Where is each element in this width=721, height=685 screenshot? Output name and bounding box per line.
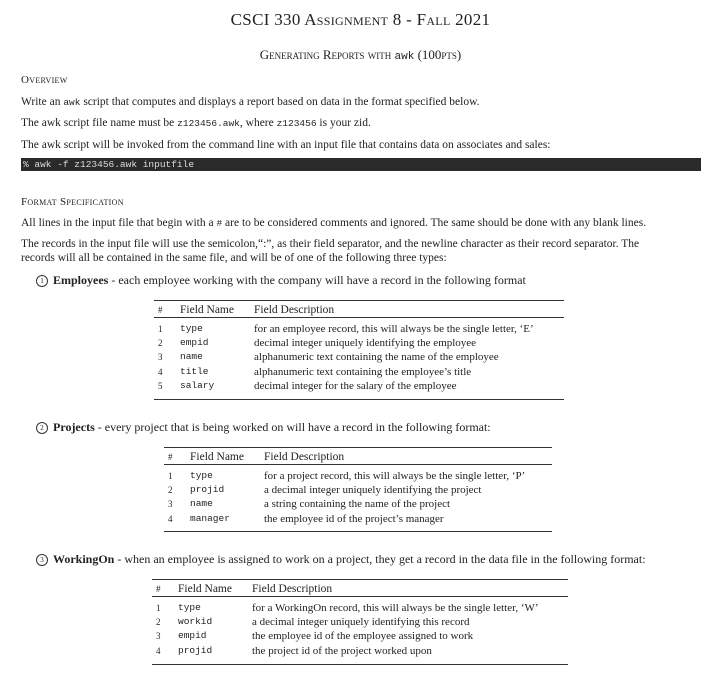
field-description: decimal integer uniquely identifying the employee xyxy=(254,337,477,350)
table-row xyxy=(164,465,552,484)
field-number: 3 xyxy=(168,499,173,510)
field-name: projid xyxy=(190,484,225,496)
section-workingon-heading: 3 WorkingOn - when an employee is assigned to work on a project, they get a record in the data file in the following format: xyxy=(36,552,646,567)
bullet-number-icon: 2 xyxy=(36,422,48,434)
subtitle-text: Generating Reports with xyxy=(259,47,395,62)
projects-field-table xyxy=(164,450,552,526)
table-row xyxy=(152,615,568,629)
table-row xyxy=(164,497,552,511)
section-employees-heading: 1 Employees - each employee working with the company will have a record in the following format xyxy=(36,273,526,288)
table-row xyxy=(164,483,552,497)
field-name: name xyxy=(190,498,213,510)
field-name: empid xyxy=(180,337,209,349)
overview-line-1: Write an awk script that computes and displays a report based on data in the format specified below. xyxy=(21,96,480,108)
field-name: salary xyxy=(180,379,215,391)
page-title: CSCI 330 Assignment 8 - Fall 2021 xyxy=(230,10,491,29)
table-top-rule xyxy=(152,579,568,580)
field-name: type xyxy=(190,470,213,481)
field-number: 2 xyxy=(158,338,163,349)
command-line-block: % awk -f z123456.awk inputfile xyxy=(21,158,701,171)
field-number: 4 xyxy=(156,645,161,656)
field-description: the project id of the project worked upon xyxy=(252,644,432,657)
field-name: projid xyxy=(178,644,213,656)
format-paragraph-2-line-2: records will all be contained in the same file, and will be of one of the following three types: xyxy=(21,252,447,264)
table-row xyxy=(154,350,564,364)
field-name: type xyxy=(180,323,203,334)
format-paragraph-1: All lines in the input file that begin with a # are to be considered comments and ignored. The same should be done with any blank lines. xyxy=(21,217,647,229)
field-name: title xyxy=(180,365,209,377)
field-description: alphanumeric text containing the name of the employee xyxy=(254,351,499,364)
field-name: type xyxy=(178,602,201,613)
table-row xyxy=(152,629,568,643)
section-projects-heading: 2 Projects - every project that is being worked on will have a record in the following format: xyxy=(36,420,491,435)
format-heading: Format Specification xyxy=(21,196,124,208)
table-row xyxy=(154,379,564,393)
overview-line-2: The awk script file name must be z123456.awk, where z123456 is your zid. xyxy=(21,117,371,129)
field-name: empid xyxy=(178,630,207,642)
format-paragraph-2-line-1: The records in the input file will use the semicolon,“:”, as their field separator, and the newline character as their record separator. The xyxy=(21,238,640,250)
table-row xyxy=(152,597,568,616)
field-number: 1 xyxy=(156,603,161,613)
field-description: a string containing the name of the project xyxy=(264,498,451,511)
field-name: name xyxy=(180,351,203,363)
bullet-number-icon: 1 xyxy=(36,275,48,287)
field-description: a decimal integer uniquely identifying this record xyxy=(252,616,470,629)
table-top-rule xyxy=(164,447,552,448)
field-description: decimal integer for the salary of the employee xyxy=(254,379,457,392)
workingon-field-table xyxy=(152,582,568,658)
bullet-number-icon: 3 xyxy=(36,554,48,566)
table-bottom-rule xyxy=(152,664,568,665)
field-description: for a project record, this will always be the single letter, ‘P’ xyxy=(264,470,526,482)
overview-heading: Overview xyxy=(21,74,68,86)
field-description: for a WorkingOn record, this will always be the single letter, ‘W’ xyxy=(252,602,539,614)
field-number: 3 xyxy=(158,352,163,363)
table-row xyxy=(164,512,552,526)
field-description: alphanumeric text containing the employee’s title xyxy=(254,365,472,378)
overview-line-3: The awk script will be invoked from the command line with an input file that contains data on associates and sales: xyxy=(21,139,551,151)
field-number: 4 xyxy=(158,366,163,377)
table-bottom-rule xyxy=(164,531,552,532)
field-description: the employee id of the employee assigned to work xyxy=(252,630,474,643)
field-number: 1 xyxy=(158,324,163,334)
table-row xyxy=(154,336,564,350)
table-row xyxy=(154,365,564,379)
table-header-row: # Field Name Field Description xyxy=(164,450,552,465)
field-description: a decimal integer uniquely identifying the project xyxy=(264,484,482,497)
field-number: 2 xyxy=(156,617,161,628)
field-name: workid xyxy=(178,616,213,628)
field-number: 5 xyxy=(158,380,163,391)
subtitle-points: (100pts) xyxy=(414,47,462,62)
table-top-rule xyxy=(154,300,564,301)
field-description: the employee id of the project’s manager xyxy=(264,512,444,525)
page-subtitle xyxy=(0,47,721,63)
subtitle-awk: awk xyxy=(394,51,415,63)
field-number: 4 xyxy=(168,513,173,524)
field-number: 3 xyxy=(156,631,161,642)
table-bottom-rule xyxy=(154,399,564,400)
table-header-row: # Field Name Field Description xyxy=(154,303,564,318)
field-name: manager xyxy=(190,512,230,524)
employees-field-table xyxy=(154,303,564,393)
table-row xyxy=(154,318,564,337)
field-description: for an employee record, this will always be the single letter, ‘E’ xyxy=(254,323,534,335)
table-header-row: # Field Name Field Description xyxy=(152,582,568,597)
field-number: 1 xyxy=(168,471,173,481)
field-number: 2 xyxy=(168,485,173,496)
table-row xyxy=(152,644,568,658)
